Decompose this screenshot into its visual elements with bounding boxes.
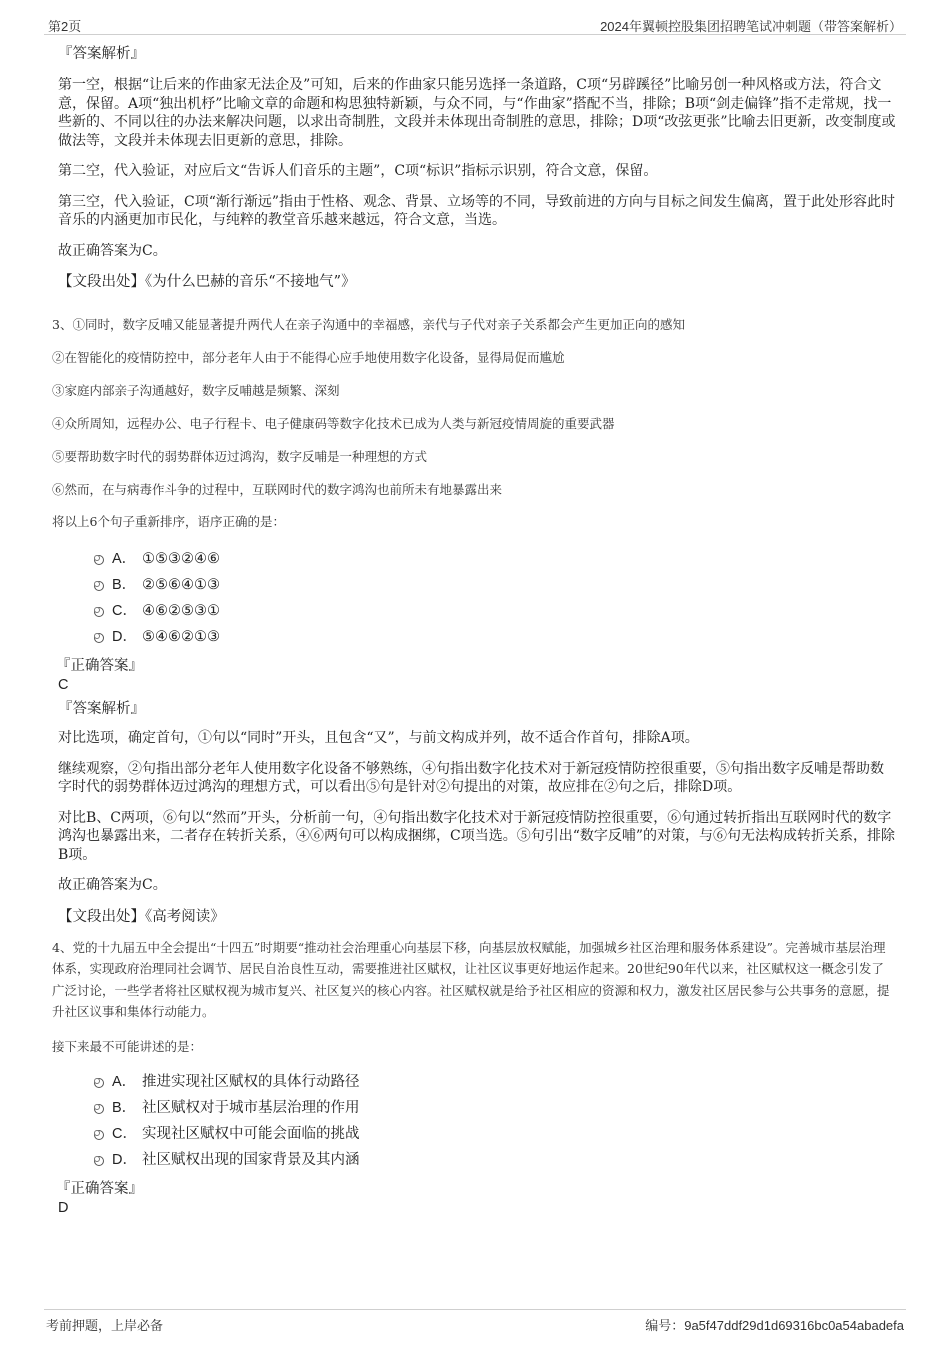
analysis-label: 『答案解析』 xyxy=(58,701,145,717)
option-text: 社区赋权出现的国家背景及其内涵 xyxy=(142,1151,360,1168)
analysis-paragraph: 对比选项，确定首句，①句以“同时”开头，且包含“又”，与前文构成并列，故不适合作首句，排除A项。 xyxy=(58,730,699,746)
question-sentence: ②在智能化的疫情防控中，部分老年人由于不能得心应手地使用数字化设备，显得局促而尴尬 xyxy=(52,350,565,365)
option-b[interactable] xyxy=(94,572,896,598)
radio-button-icon[interactable] xyxy=(94,633,104,643)
page-number: 第2页 xyxy=(48,19,82,34)
q4-answer xyxy=(56,1179,896,1218)
document-title: 2024年翼顿控股集团招聘笔试冲刺题（带答案解析） xyxy=(600,19,902,34)
option-text: 推进实现社区赋权的具体行动路径 xyxy=(142,1073,360,1090)
option-letter: D． xyxy=(112,1151,137,1168)
option-letter: B． xyxy=(112,1099,137,1116)
option-letter: A． xyxy=(112,1073,137,1090)
option-text: ⑤④⑥②①③ xyxy=(142,629,220,645)
code-label: 编号： xyxy=(645,1318,685,1333)
analysis-paragraph: 故正确答案为C。 xyxy=(58,877,167,893)
question-sentence: ⑤要帮助数字时代的弱势群体迈过鸿沟，数字反哺是一种理想的方式 xyxy=(52,449,428,464)
question-3 xyxy=(52,314,896,650)
question-prompt: 接下来最不可能讲述的是： xyxy=(52,1038,203,1054)
option-letter: C． xyxy=(112,603,137,619)
analysis-paragraph: 第三空，代入验证，C项“渐行渐远”指由于性格、观念、背景、立场等的不同，导致前进的方向与目标之间发生偏离，置于此处形容此时音乐的内涵更加市民化，与纯粹的教堂音乐越来越远，符合文意，当选。 xyxy=(58,193,896,228)
option-letter: B． xyxy=(112,577,137,593)
option-d[interactable] xyxy=(94,624,896,650)
correct-answer: D xyxy=(58,1199,69,1216)
question-sentence: ③家庭内部亲子沟通越好，数字反哺越是频繁、深刻 xyxy=(52,383,340,398)
radio-button-icon[interactable] xyxy=(94,1130,104,1140)
analysis-paragraph: 继续观察，②句指出部分老年人使用数字化设备不够熟练，④句指出数字化技术对于新冠疫情防控很重要，⑤句指出数字反哺是帮助数字时代的弱势群体迈过鸿沟的理想方式，可以看出⑤句是针对②句提出的对策，故应排在②句之后，排除D项。 xyxy=(58,760,884,795)
option-text: ②⑤⑥④①③ xyxy=(142,577,220,593)
question-stem: 4、党的十九届五中全会提出“十四五”时期要“推动社会治理重心向基层下移，向基层放权赋能，加强城乡社区治理和服务体系建设”。完善城市基层治理体系，实现政府治理同社会调节、居民自治良性互动，需要推进社区赋权，让社区议事更好地运作起来。20世纪90年代以来，社区赋权这一概念引发了广泛讨论，一些学者将社区赋权视为城市复兴、社区复兴的核心内容。社区赋权就是给予社区相应的资源和权力，激发社区居民参与公共事务的意愿，提升社区议事和集体行动能力。 xyxy=(52,939,890,1019)
option-a[interactable] xyxy=(94,546,896,572)
radio-button-icon[interactable] xyxy=(94,555,104,565)
option-letter: C． xyxy=(112,1125,137,1142)
option-b[interactable] xyxy=(94,1095,896,1121)
q3-answer xyxy=(56,656,896,927)
analysis-paragraph: 故正确答案为C。 xyxy=(58,242,167,259)
code-value: 9a5f47ddf29d1d69316bc0a54abadefa xyxy=(684,1318,904,1333)
answer-label: 『正确答案』 xyxy=(56,658,143,674)
option-c[interactable] xyxy=(94,598,896,624)
option-letter: D． xyxy=(112,629,137,645)
page-content xyxy=(52,44,896,1222)
question-sentence: ④众所周知，远程办公、电子行程卡、电子健康码等数字化技术已成为人类与新冠疫情周旋的重要武器 xyxy=(52,416,615,431)
radio-button-icon[interactable] xyxy=(94,1156,104,1166)
page-footer xyxy=(44,1309,906,1332)
document-code xyxy=(645,1315,904,1334)
option-c[interactable] xyxy=(94,1121,896,1147)
radio-button-icon[interactable] xyxy=(94,581,104,591)
option-letter: A． xyxy=(112,551,137,567)
correct-answer: C xyxy=(58,677,69,693)
footer-slogan: 考前押题，上岸必备 xyxy=(46,1318,164,1333)
q2-analysis xyxy=(56,44,896,292)
passage-source: 【文段出处】《高考阅读》 xyxy=(58,908,225,925)
answer-label: 『正确答案』 xyxy=(56,1180,143,1197)
option-text: 实现社区赋权中可能会面临的挑战 xyxy=(142,1125,360,1142)
option-a[interactable] xyxy=(94,1069,896,1095)
option-text: ①⑤③②④⑥ xyxy=(142,551,220,567)
analysis-paragraph: 对比B、C两项，⑥句以“然而”开头，分析前一句，④句指出数字化技术对于新冠疫情防控很重要，⑥句通过转折指出互联网时代的数字鸿沟也暴露出来，二者存在转折关系，④⑥两句可以构成捆绑，C项当选。⑤句引出“数字反哺”的对策，与⑥句无法构成转折关系，排除B项。 xyxy=(58,809,896,863)
question-sentence: 3、①同时，数字反哺又能显著提升两代人在亲子沟通中的幸福感，亲代与子代对亲子关系都会产生更加正向的感知 xyxy=(52,317,685,332)
question-4 xyxy=(52,937,896,1173)
analysis-paragraph: 第二空，代入验证，对应后文“告诉人们音乐的主题”，C项“标识”指标示识别，符合文意，保留。 xyxy=(58,163,658,179)
answer-options xyxy=(94,546,896,650)
question-sentence: ⑥然而，在与病毒作斗争的过程中，互联网时代的数字鸿沟也前所未有地暴露出来 xyxy=(52,482,503,497)
radio-button-icon[interactable] xyxy=(94,1078,104,1088)
option-text: ④⑥②⑤③① xyxy=(142,603,220,619)
page-header xyxy=(44,12,906,35)
radio-button-icon[interactable] xyxy=(94,607,104,617)
question-prompt: 将以上6个句子重新排序，语序正确的是： xyxy=(52,514,285,529)
answer-options xyxy=(94,1069,896,1173)
analysis-paragraph: 第一空，根据“让后来的作曲家无法企及”可知，后来的作曲家只能另选择一条道路，C项“另辟蹊径”比喻另创一种风格或方法，符合文意，保留。A项“独出机杼”比喻文章的命题和构思独特新颖，与众不同，与“作曲家”搭配不当，排除；B项“剑走偏锋”指不走常规，找一些新的、不同以往的办法来解决问题，以求出奇制胜，文段并未体现出奇制胜的意思，排除；D项“改弦更张”比喻去旧更新，改变制度或做法等，文段并未体现去旧更新的意思，排除。 xyxy=(58,77,896,149)
passage-source: 【文段出处】《为什么巴赫的音乐“不接地气”》 xyxy=(58,274,356,290)
option-text: 社区赋权对于城市基层治理的作用 xyxy=(142,1099,360,1116)
analysis-label: 『答案解析』 xyxy=(58,46,145,62)
option-d[interactable] xyxy=(94,1147,896,1173)
radio-button-icon[interactable] xyxy=(94,1104,104,1114)
